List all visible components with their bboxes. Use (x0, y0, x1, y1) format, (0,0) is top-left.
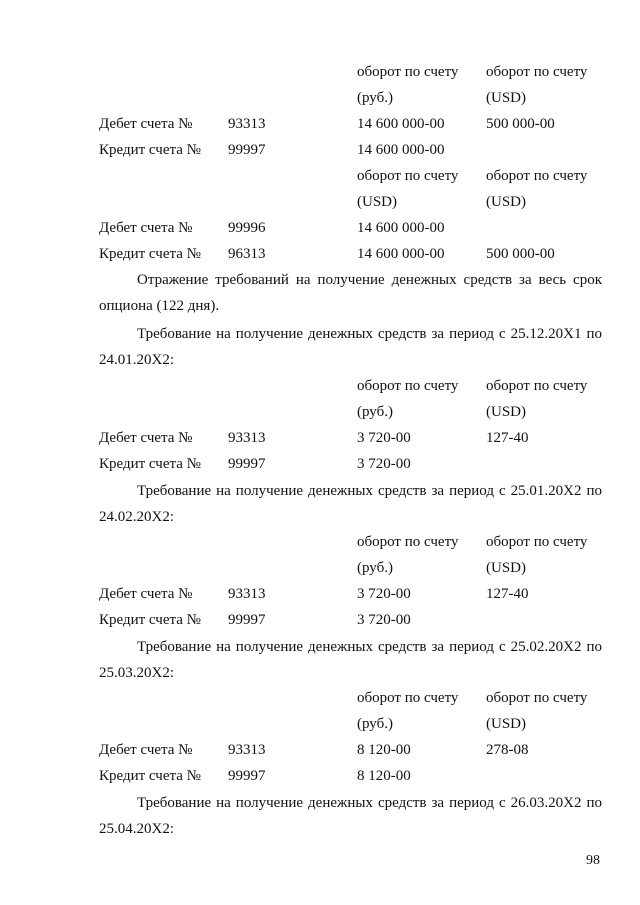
debit-label: Дебет счета № (99, 116, 193, 132)
paragraph-continuation: 24.02.20X2: (99, 509, 174, 525)
turnover-label-rub: оборот по счету (357, 168, 459, 184)
amount-rub: 3 720-00 (357, 612, 411, 628)
account-number: 93313 (228, 430, 266, 446)
credit-label: Кредит счета № (99, 456, 201, 472)
turnover-label-rub: оборот по счету (357, 64, 459, 80)
unit-usd: (USD) (486, 194, 526, 210)
amount-usd: 500 000-00 (486, 116, 555, 132)
unit-usd: (USD) (486, 560, 526, 576)
debit-row (0, 215, 640, 241)
account-number: 96313 (228, 246, 266, 262)
debit-label: Дебет счета № (99, 586, 193, 602)
account-number: 93313 (228, 742, 266, 758)
amount-usd: 127-40 (486, 586, 529, 602)
credit-row (0, 763, 640, 789)
paragraph-first-line: Отражение требований на получение денежных средств за весь срок (137, 272, 602, 288)
credit-label: Кредит счета № (99, 768, 201, 784)
credit-row (0, 137, 640, 163)
unit-usd: (USD) (486, 404, 526, 420)
debit-row (0, 581, 640, 607)
unit-row (0, 555, 640, 581)
header-row (0, 529, 640, 555)
paragraph (99, 478, 602, 530)
debit-row (0, 111, 640, 137)
paragraph-continuation: 25.03.20X2: (99, 665, 174, 681)
paragraph (99, 267, 602, 319)
amount-rub: 14 600 000-00 (357, 142, 445, 158)
credit-row (0, 451, 640, 477)
paragraph-first-line: Требование на получение денежных средств за период с 26.03.20X2 по (137, 795, 602, 811)
account-number: 99997 (228, 768, 266, 784)
amount-rub: 3 720-00 (357, 456, 411, 472)
amount-usd: 127-40 (486, 430, 529, 446)
amount-rub: 3 720-00 (357, 586, 411, 602)
unit-rub: (руб.) (357, 560, 393, 576)
credit-label: Кредит счета № (99, 612, 201, 628)
unit-rub: (руб.) (357, 90, 393, 106)
paragraph-first-line: Требование на получение денежных средств за период с 25.01.20X2 по (137, 483, 602, 499)
debit-label: Дебет счета № (99, 430, 193, 446)
turnover-label-rub: оборот по счету (357, 378, 459, 394)
header-row (0, 685, 640, 711)
credit-label: Кредит счета № (99, 142, 201, 158)
turnover-label-usd: оборот по счету (486, 690, 588, 706)
turnover-label-rub: оборот по счету (357, 534, 459, 550)
unit-rub: (руб.) (357, 716, 393, 732)
turnover-label-usd: оборот по счету (486, 168, 588, 184)
unit-usd: (USD) (486, 716, 526, 732)
amount-rub: 3 720-00 (357, 430, 411, 446)
paragraph-first-line: Требование на получение денежных средств за период с 25.02.20X2 по (137, 639, 602, 655)
turnover-label-usd: оборот по счету (486, 378, 588, 394)
unit-row (0, 711, 640, 737)
page-number: 98 (586, 853, 600, 868)
amount-rub: 8 120-00 (357, 768, 411, 784)
paragraph-continuation: 25.04.20X2: (99, 821, 174, 837)
account-number: 99996 (228, 220, 266, 236)
paragraph-continuation: опциона (122 дня). (99, 298, 220, 314)
unit-row (0, 85, 640, 111)
paragraph (99, 321, 602, 373)
paragraph-first-line: Требование на получение денежных средств за период с 25.12.20X1 по (137, 326, 602, 342)
credit-row (0, 607, 640, 633)
paragraph (99, 634, 602, 686)
unit-rub: (USD) (357, 194, 397, 210)
debit-row (0, 425, 640, 451)
turnover-label-rub: оборот по счету (357, 690, 459, 706)
header-row (0, 373, 640, 399)
turnover-label-usd: оборот по счету (486, 64, 588, 80)
paragraph-continuation: 24.01.20X2: (99, 352, 174, 368)
turnover-label-usd: оборот по счету (486, 534, 588, 550)
account-number: 93313 (228, 116, 266, 132)
account-number: 99997 (228, 456, 266, 472)
header-row (0, 59, 640, 85)
amount-rub: 14 600 000-00 (357, 116, 445, 132)
account-number: 99997 (228, 142, 266, 158)
debit-label: Дебет счета № (99, 742, 193, 758)
credit-row (0, 241, 640, 267)
amount-rub: 14 600 000-00 (357, 246, 445, 262)
amount-usd: 278-08 (486, 742, 529, 758)
unit-usd: (USD) (486, 90, 526, 106)
unit-row (0, 399, 640, 425)
account-number: 93313 (228, 586, 266, 602)
unit-rub: (руб.) (357, 404, 393, 420)
header-row (0, 163, 640, 189)
amount-rub: 8 120-00 (357, 742, 411, 758)
amount-usd: 500 000-00 (486, 246, 555, 262)
unit-row (0, 189, 640, 215)
amount-rub: 14 600 000-00 (357, 220, 445, 236)
debit-label: Дебет счета № (99, 220, 193, 236)
paragraph (99, 790, 602, 842)
account-number: 99997 (228, 612, 266, 628)
credit-label: Кредит счета № (99, 246, 201, 262)
debit-row (0, 737, 640, 763)
